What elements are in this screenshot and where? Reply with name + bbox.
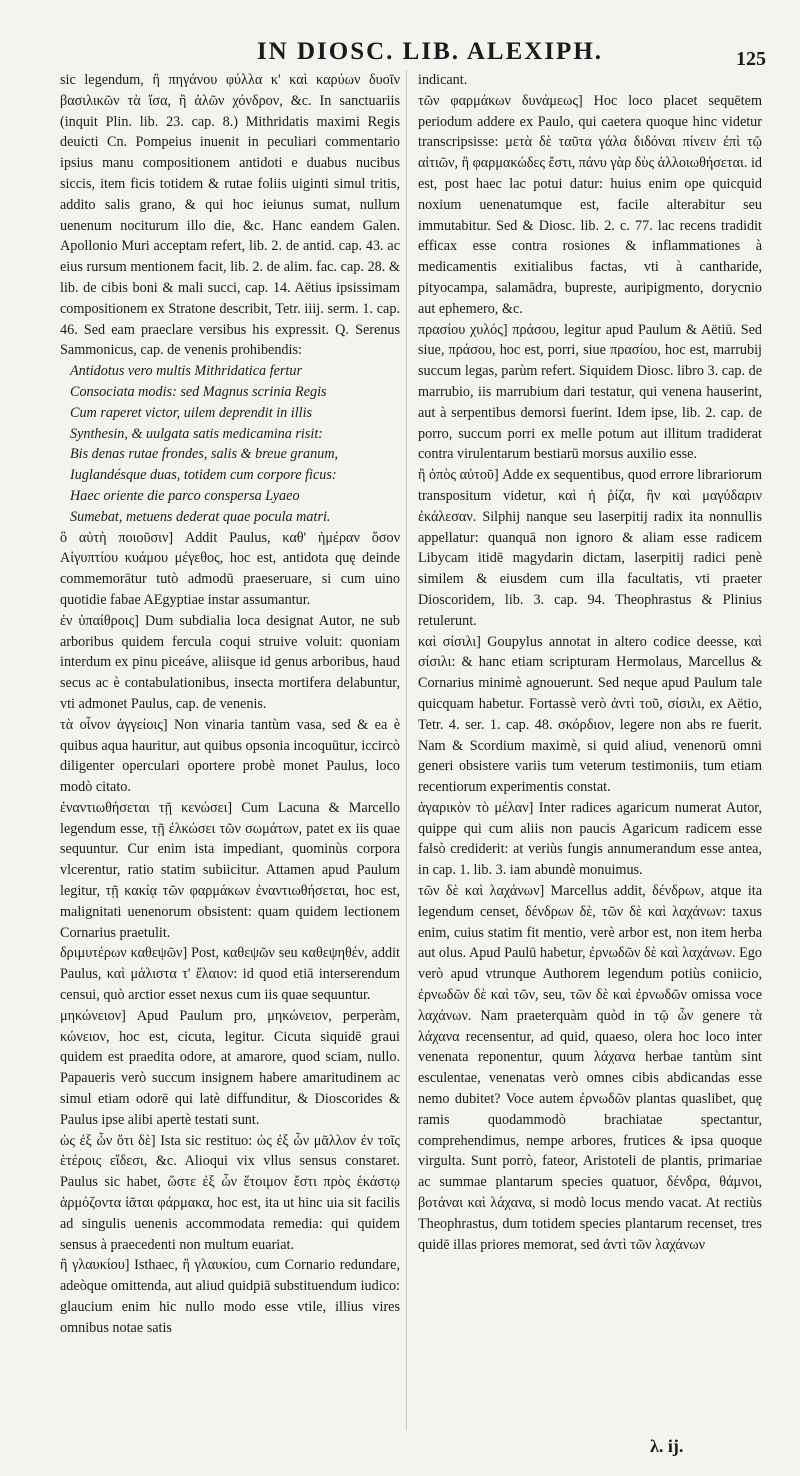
paragraph: ἀγαρικὸν τὸ μέλαν] Inter radices agaricum numerat Autor, quippe qui cum aliis non paucis Agaricum radicem esse falsò crediderit: at veriùs fungis annumerandum esse antea, in cap. 1. lib. 3. iam abundè monuimus. [418,799,762,879]
paragraph: τῶν φαρμάκων δυνάμεως] Hoc loco placet sequētem periodum addere ex Paulo, qui caetera quoque hinc videtur transcripsisse: μετὰ δὲ ταῦτα γάλα διδόναι πίνειν ἐπὶ τῷ αἰτιῶν, ἢ φαρμακώδες ἔστι, πάνυ γὰρ δὺς ἀλλοιωθήσεται. id est, post haec lac potui datur: huius enim ope quicquid noxium uenenatumque est, facile alterabitur seu immutabitur. Sed & Diosc. lib. 2. c. 77. lac recens tradidit efficax esse contra rosiones & inflammationes à medicamentis exitialibus factas, vti à cantharide, pityocampa, salamādra, bupreste, auripigmento, dorycnio aut ephemero, &c. [418,92,762,317]
verse-line: Sumebat, metuens dederat quae pocula matri. [70,508,331,525]
paragraph: ἐν ὑπαίθροις] Dum subdialia loca designat Autor, ne sub arboribus quidem fercula coqui struive voluit: quoniam interdum ex pinu piceáve, aliisque id genus arboribus, haud secus ac è contabulationibus, insecta mortifera delabuntur, vti admonet Paulus, cap. de venenis. [60,612,400,712]
paragraph: μηκώνειον] Apud Paulum pro, μηκώνειον, perperàm, κώνειον, hoc est, cicuta, legitur. Cicuta siquidē graui quidem est praedita odore, at amarore, quod sciam, nullo. Papaueris verò succum insignem habere amaritudinem ac simul etiam odorē qui latè diffunditur, & Dioscorides & Paulus ipse alibi apertè testati sunt. [60,1007,400,1128]
paragraph: τὰ οἶνον ἀγγείοις] Non vinaria tantùm vasa, sed & ea è quibus aqua hauritur, aut quibus opsonia incoquūtur, iccircò diligenter operculari oportere probè monet Paulus, loco modò citato. [60,716,400,796]
paragraph: indicant. [418,72,468,88]
paragraph: ἢ ὀπὸς αὐτοῦ] Adde ex sequentibus, quod errore librariorum transpositum videtur, καὶ ἡ ῥίζα, ἣν καὶ μαγύδαριν ἐκάλεσαν. Silphij nanque seu laserpitij radix ita nonnullis appellatur: quanquā non ignoro & aliam esse radicem Libycam itidē magydarin dictam, laserpitij radici penè similem & eiusdem cum illa facultatis, vti praeter Dioscoridem, lib. 3. cap. 94. Theophrastus & Plinius retulerunt. [418,467,762,629]
right-column [418,70,762,1255]
paragraph: ὡς ἐξ ὧν ὅτι δὲ] Ista sic restituo: ὡς ἐξ ὧν μᾶλλον ἐν τοῖς ἑτέροις εἴδεσι, &c. Alioqui vix vllus sensus constaret. Paulus sic habet, ὥστε ἐξ ὧν ἕτοιμον ἔστι πρὸς ἑκάστῳ ἁρμόζοντα ἰᾶται φάρμακα, hoc est, ita ut hinc uia sit facilis ad singulis uenenis accommodata remedia: qui quidem sensus à praecedenti non multum euariat. [60,1132,400,1253]
verse-line: Synthesin, & uulgata satis medicamina risit: [70,425,323,442]
column-divider [406,70,407,1430]
verse-line: Cum raperet victor, uilem deprendit in illis [70,404,313,421]
page-number: 125 [736,48,766,70]
verse-line: Haec oriente die parco conspersa Lyaeo [70,487,300,504]
verse-line: Antidotus vero multis Mithridatica fertur [70,363,302,380]
paragraph: ἐναντιωθήσεται τῇ κενώσει] Cum Lacuna & Marcello legendum esse, τῇ ἐλκώσει τῶν σωμάτων, patet ex iis quae sequuntur. Cur enim ista impediant, quominùs corpora vlcerentur, ratio statim subiicitur. Attamen apud Paulum legitur, τῇ κακίᾳ τῶν φαρμάκων ἐναντιωθήσεται, hoc est, malignitati uenenorum obsistent: quam quidem lectionem Cornarius praetulit. [60,799,400,941]
verse-line: Bis denas rutae frondes, salis & breue granum, [70,446,339,463]
left-column [60,70,400,1339]
signature-mark: λ. ij. [650,1436,684,1456]
paragraph: δριμυτέρων καθεψῶν] Post, καθεψῶν seu καθεψηθέν, addit Paulus, καὶ μάλιστα τ' ἔλαιον: id quod etiā interserendum censui, quò arctior esset nexus cum iis quae sequuntur. [60,945,400,1004]
verse-block [60,361,400,527]
running-title: IN DIOSC. LIB. ALEXIPH. [256,38,604,65]
paragraph: τῶν δὲ καὶ λαχάνων] Marcellus addit, δένδρων, atque ita legendum censet, δένδρων δὲ, τῶν δὲ καὶ λαχάνων: taxus enim, cuius statim fit mentio, verè arbor est, non item herba aut olus. Apud Paulū habetur, ἐρνωδῶν δὲ καὶ λαχάνων. Ego verò apud vtrunque Authorem legendum potiùs coniicio, ἐρνωδῶν δὲ καὶ τῶν, seu, τῶν δὲ καὶ ἐρνωδῶν omissa voce λαχάνων. Nam praeterquàm quòd in τῷ ὧν genere τὰ λάχανα recensentur, ad quid, quaeso, olera hoc loco inter venenata reponentur, quum λάχανα herbae tantùm sint esculentae, venenatas verò omnes cibis abdicandas esse nemo dubitet? Voce autem ἐρνωδῶν plantas quaslibet, quę ramis quodammodò brachiatae spectantur, comprehendimus, nempe arbores, frutices & ipsa quoque virgulta. Sunt porrò, fateor, Aristoteli de plantis, primariae ac summae plantarum species quatuor, δένδρα, θάμνοι, βοτάναι καὶ λάχανα, si modò locus mendo vacat. At rectiùs Theophrastus, dum totidem species plantarum recenset, tres quidē illas priores memorat, sed ἀντὶ τῶν λαχάνων [418,883,762,1253]
paragraph: sic legendum, ἢ πηγάνου φύλλα κ' καὶ καρύων δυοῖν βασιλικῶν τὰ ἴσα, ἢ ἀλῶν χόνδρον, &c. In sanctuariis (inquit Plin. lib. 23. cap. 8.) Mithridatis maximi Regis deuicti Cn. Pompeius inuenit in peculiari commentario ipsius manu compositionem antidoti e duabus nucibus siccis, item ficis totidem & rutae foliis uiginti simul tritis, addito salis grano, & qui hoc ieiunus sumat, nullum uenenum nociturum illo die, &c. Hanc eandem Galen. Apollonio Muri acceptam refert, lib. 2. de antid. cap. 43. ac eius rursum mentionem facit, lib. 2. de alim. fac. cap. 28. & lib. de cibis boni & mali succi, cap. 14. Aëtius ipsissimam compositionem ex Stratone describit, Tetr. iiij. serm. 1. cap. 46. Sed eam praeclare versibus his expressit. Q. Serenus Sammonicus, cap. de venenis prohibendis: [60,72,400,359]
paragraph: πρασίου χυλός] πράσου, legitur apud Paulum & Aëtiū. Sed siue, πράσου, hoc est, porri, siue πρασίου, hoc est, marrubij succum legas, parùm refert. Siquidem Diosc. libro 3. cap. de marrubio, iis marrubium dari testatur, qui venena hauserint, aut à serpentibus demorsi fuerint. Idem ipse, lib. 2. cap. de porro, succum porri ex melle potum aut illitum tradiderat contra virulentarum bestiarū morsus auxilio esse. [418,321,762,463]
verse-line: Consociata modis: sed Magnus scrinia Regis [70,383,327,400]
paragraph: καὶ σίσιλι] Goupylus annotat in altero codice deesse, καὶ σίσιλι: & hanc etiam scripturam Hermolaus, Marcellus & Cornarius minimè agnouerunt. Sed neque apud Paulum tale quicquam habetur. Fortassè verò ἀντὶ τοῦ, σίσιλι, ex Aëtio, Tetr. 4. ser. 1. cap. 48. σκόρδιον, legere non abs re fuerit. Nam & Scordium maximè, si quid aliud, venenorū omni generi obsistere variis tum veterum testimoniis, tum etiam recentiorum experimentis constat. [418,633,762,796]
paragraph: ἢ γλαυκίου] Isthaec, ἢ γλαυκίου, cum Cornario redundare, adeòque omittenda, aut aliud quidpiā substituendum iudico: glaucium enim hic nullo modo esse vtile, illius vires omnibus notae satis [60,1257,400,1336]
paragraph: ὃ αὐτὴ ποιοῦσιν] Addit Paulus, καθ' ἡμέραν ὅσον Αἰγυπτίου κυάμου μέγεθος, hoc est, antidota quę deinde commemorātur tutò admodū praeseruare, si cum uino quotidie fabae AEgyptiae instar assumantur. [60,529,400,608]
verse-line: Iuglandésque duas, totidem cum corpore ficus: [70,467,337,484]
